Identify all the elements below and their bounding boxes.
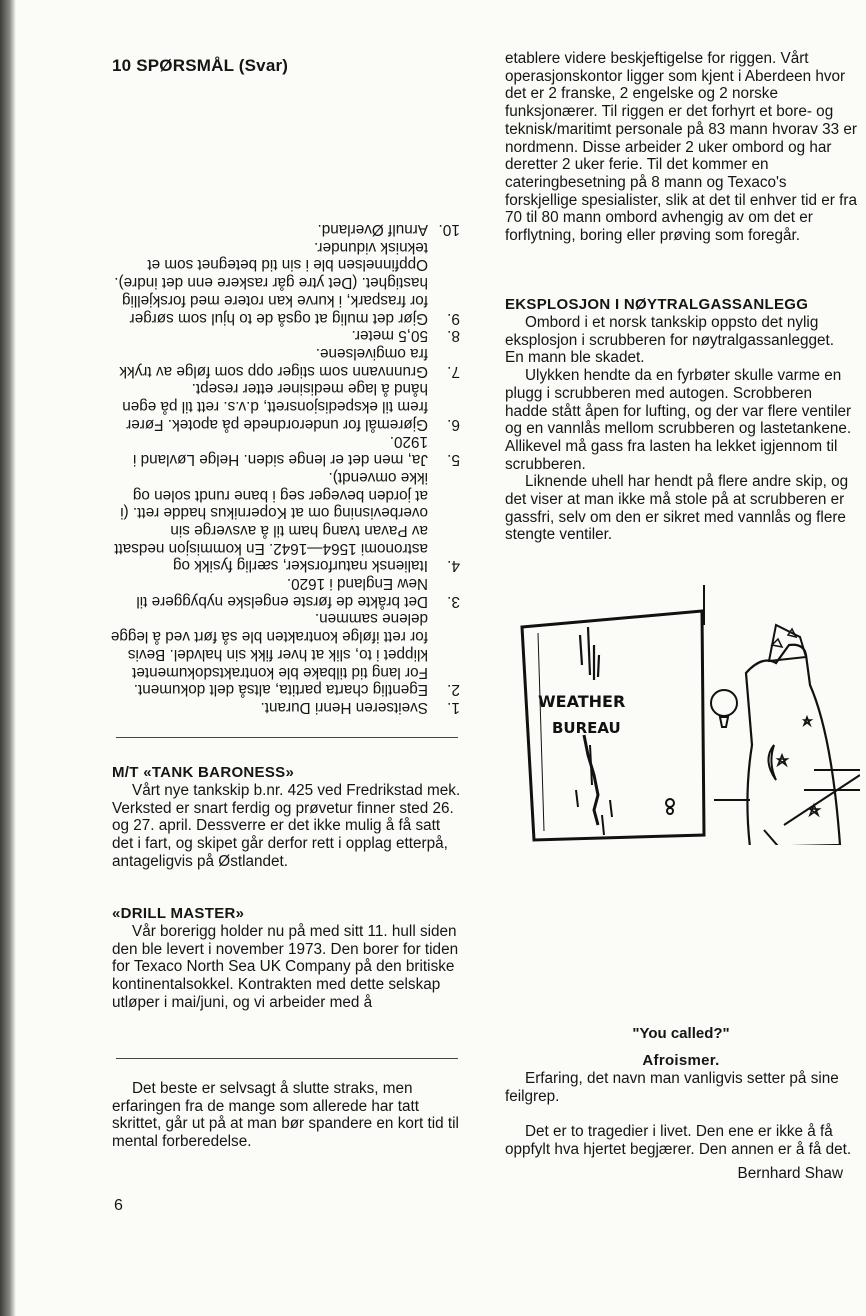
- page-binding-edge: [0, 0, 16, 1316]
- answer-number: 8.: [447, 327, 460, 345]
- article-heading: M/T «TANK BARONESS»: [112, 764, 295, 781]
- article-body: Det beste er selvsagt å slutte straks, men erfaringen fra de mange som allerede har tatt skrittet, går ut på at man bør spandere en kort tid til mental forberedelse.: [112, 1080, 459, 1151]
- door-sign-line-1: WEATHER: [538, 692, 626, 711]
- quiz-answer: [108, 344, 460, 379]
- article-paragraph: Ulykken hendte da en fyrbøter skulle varme en plugg i scrubberen med autogen. Scrobberen hadde stått åpen for lufting, og der var flere ventiler og en vannlås mellom scrubberen og lastetankene. Allikevel må gass fra lasten ha lekket igjennom til scrubberen.: [505, 367, 852, 473]
- article-paragraph: Liknende uhell har hendt på flere andre skip, og det viser at man ikke må stole på at scrubberen er gassfri, selv om den er sikret med vannlås og flere stengte ventiler.: [505, 473, 849, 544]
- answer-text: 50,5 meter.: [351, 327, 428, 345]
- quiz-answer: [108, 220, 460, 238]
- answer-text: Egentlig charta partita, altså delt dokument. For lang tid tilbake ble kontraktsdokumentet klippet i to, slik at hver fikk sin halvdel. Bevis for rett ifølge kontrakten ble så ført ved å legge delene sammen.: [110, 610, 428, 699]
- answer-number: 10.: [438, 221, 460, 239]
- article-body: Vårt nye tankskip b.nr. 425 ved Fredrikstad mek. Verksted er snart ferdig og prøvetur finner sted 26. og 27. april. Dessverre er det ikke mulig å få satt det i fart, og skipet går derfor rett i opplag etterpå, antageligvis på Østlandet.: [112, 782, 461, 870]
- quiz-answer: [108, 238, 460, 327]
- door-sign-line-2: BUREAU: [552, 719, 621, 737]
- quiz-answer: [108, 433, 460, 468]
- quiz-answers-inverted: [108, 86, 460, 716]
- section-divider: [116, 1058, 458, 1059]
- quiz-heading: 10 SPØRSMÅL (Svar): [112, 56, 289, 75]
- drill-master-article: [112, 905, 464, 1012]
- quiz-answer: [108, 574, 460, 609]
- section-divider: [116, 737, 458, 738]
- answer-number: 4.: [447, 557, 460, 575]
- answer-text: Det bråkte de første engelske nybyggere til New England i 1620.: [136, 575, 428, 610]
- quiz-answer: [108, 380, 460, 433]
- smoking-advice: [112, 1080, 464, 1151]
- article-body: Vår borerigg holder nu på med sitt 11. hull siden den ble levert i november 1973. Den borer for tiden for Texaco North Sea UK Company på den britiske kontinentalsokkel. Kontrakten med dette selskap utløper i mai/juni, og vi arbeider med å: [112, 923, 459, 1011]
- answer-text: Gjøremål for underordnede på apotek. Fører frem til ekspedisjonsrett, d.v.s. rett til på egen hånd å lage medisiner etter resept.: [122, 380, 428, 433]
- article-heading: «DRILL MASTER»: [112, 905, 245, 922]
- answer-text: Arnulf Øverland.: [317, 221, 428, 239]
- cartoon-illustration: [514, 585, 860, 845]
- answer-number: 1.: [447, 699, 460, 716]
- answer-number: 9.: [447, 309, 460, 327]
- quiz-answer: [108, 327, 460, 345]
- article-heading: EKSPLOSJON I NØYTRALGASSANLEGG: [505, 296, 809, 313]
- answer-number: 3.: [447, 592, 460, 610]
- answer-number: 2.: [447, 681, 460, 699]
- tank-baroness-article: [112, 764, 464, 871]
- aphorisms-section: [505, 1052, 857, 1183]
- article-body: etablere videre beskjeftigelse for riggen. Vårt operasjonskontor ligger som kjent i Aberdeen hvor det er 2 franske, 2 engelske og 2 norske funksjonærer. Til riggen er det forhyrt et bore- og teknisk/maritimt personale på 83 mann hvorav 33 er nordmenn. Disse arbeider 2 uker ombord og har deretter 2 uker ferie. Til det kommer en cateringbesetning på 8 mann og Texaco's forskjellige spesialister, slik at det til enhver tid er fra 70 til 80 mann ombord avhengig av om det er forflytning, boring eller prøving som foregår.: [505, 50, 858, 245]
- article-paragraph: Ombord i et norsk tankskip oppsto det nylig eksplosjon i scrubberen for nøytralgassanlegget. En mann ble skadet.: [505, 314, 835, 367]
- page-number: 6: [114, 1197, 123, 1214]
- quiz-answer: [108, 698, 460, 716]
- answer-number: 5.: [447, 451, 460, 469]
- aphorism-2: Det er to tragedier i livet. Den ene er ikke å få oppfylt hva hjertet begjærer. Den annen er å få det.: [505, 1123, 852, 1159]
- aphorisms-heading: Afroismer.: [642, 1052, 720, 1069]
- quiz-answer: [108, 468, 460, 574]
- aphorism-1: Erfaring, det navn man vanligvis setter på sine feilgrep.: [505, 1070, 839, 1105]
- answer-text: Gjør det mulig at også de to hjul som sørger for fraspark, i kurve kan rotere med forskjellig hastighet. (Det ytre går raskere enn det indre). Oppfinnelsen ble i sin tid betegnet som et teknisk vidunder.: [114, 238, 428, 327]
- quiz-answer: [108, 610, 460, 699]
- answer-text: Grunnvann som stiger opp som følge av trykk fra omgivelsene.: [119, 344, 428, 380]
- answer-text: Ja, men det er lenge siden. Helge Løvland i 1920.: [132, 433, 428, 469]
- answer-number: 7.: [447, 362, 460, 380]
- answer-number: 6.: [447, 415, 460, 433]
- cartoon-caption: "You called?": [632, 1025, 730, 1042]
- answer-text: Sveitseren Henri Durant.: [260, 699, 428, 716]
- drill-master-continued: [505, 50, 857, 245]
- aphorism-author: Bernhard Shaw: [737, 1164, 843, 1182]
- explosion-article: [505, 296, 857, 544]
- answer-text: Italiensk naturforsker, særlig fysikk og astronomi 1564—1642. En kommisjon nedsatt av Pavan tvang ham til å avsverge sin overbevisning om at Kopernikus hadde rett. (i at jorden beveger seg i bane rundt solen og ikke omvendt).: [114, 468, 428, 575]
